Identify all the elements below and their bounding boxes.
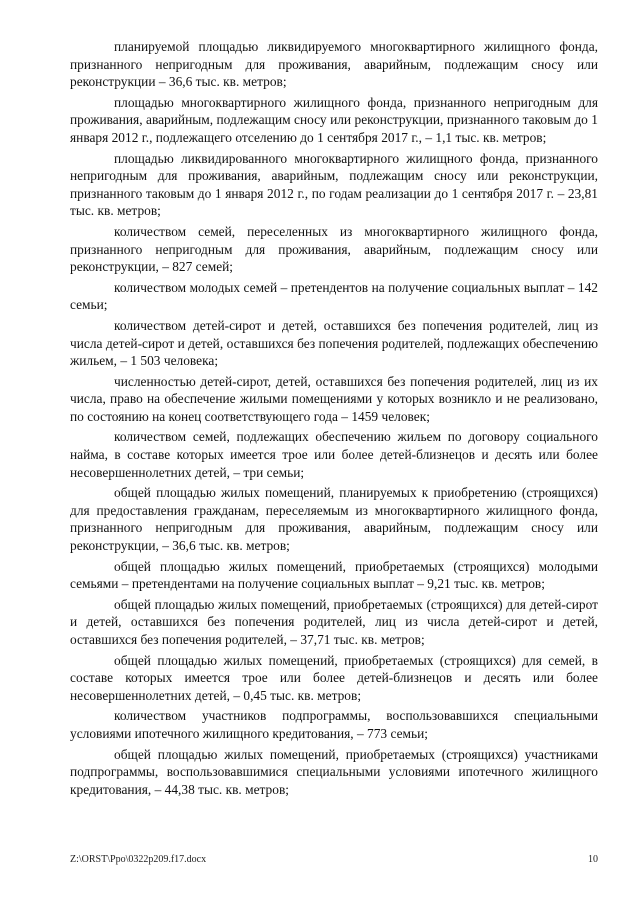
paragraph: площадью многоквартирного жилищного фонда, признанного непригодным для проживания, аварийным, подлежащим сносу или реконструкции, признанного таковым до 1 января 2012 г., подлежащего отселению до 1 сентября 2017 г., – 1,1 тыс. кв. метров; (70, 94, 598, 145)
footer-file-path: Z:\ORST\Ppo\0322p209.f17.docx (70, 854, 207, 865)
page-number: 10 (588, 854, 598, 865)
paragraph: количеством семей, подлежащих обеспечению жильем по договору социального найма, в составе которых имеется трое или более детей-близнецов и десять или более несовершеннолетних детей, – три семьи; (70, 429, 598, 480)
paragraph: количеством участников подпрограммы, воспользовавшихся специальными условиями ипотечного жилищного кредитования, – 773 семьи; (70, 708, 598, 741)
paragraph: количеством детей-сирот и детей, оставшихся без попечения родителей, лиц из числа детей-сирот и детей, оставшихся без попечения родителей, подлежащих обеспечению жильем, – 1 503 человека; (70, 317, 598, 369)
paragraph: общей площадью жилых помещений, приобретаемых (строящихся) молодыми семьями – претендентами на получение социальных выплат – 9,21 тыс. кв. метров; (70, 558, 598, 592)
paragraph: общей площадью жилых помещений, приобретаемых (строящихся) участниками подпрограммы, воспользовавшимися специальными условиями ипотечного жилищного кредитования, – 44,38 тыс. кв. метров; (70, 746, 598, 797)
page-footer (70, 854, 598, 865)
paragraph: общей площадью жилых помещений, планируемых к приобретению (строящихся) для предоставления гражданам, переселяемым из многоквартирного жилищного фонда, признанного непригодным для проживания, аварийным, подлежащим сносу или реконструкции, – 36,6 тыс. кв. метров; (70, 485, 598, 554)
paragraph: площадью ликвидированного многоквартирного жилищного фонда, признанного непригодным для проживания, аварийным, подлежащим сносу или реконструкции, признанного таковым до 1 января 2012 г., по годам реализации до 1 сентября 2017 г. – 23,81 тыс. кв. метров; (70, 150, 598, 219)
document-page (70, 38, 598, 801)
paragraph: общей площадью жилых помещений, приобретаемых (строящихся) для детей-сирот и детей, оставшихся без попечения родителей, лиц из числа детей-сирот и детей, оставшихся без попечения родителей, – 37,71 тыс. кв. метров; (70, 596, 598, 647)
paragraph: планируемой площадью ликвидируемого многоквартирного жилищного фонда, признанного непригодным для проживания, аварийным, подлежащим сносу или реконструкции – 36,6 тыс. кв. метров; (70, 39, 598, 90)
paragraph: количеством семей, переселенных из многоквартирного жилищного фонда, признанного непригодным для проживания, аварийным, подлежащим сносу или реконструкции, – 827 семей; (70, 223, 598, 275)
paragraph: численностью детей-сирот, детей, оставшихся без попечения родителей, лиц из их числа, право на обеспечение жилыми помещениями у которых возникло и не реализовано, по состоянию на конец соответствующего года – 1459 человек; (70, 373, 598, 424)
paragraph: общей площадью жилых помещений, приобретаемых (строящихся) для семей, в составе которых имеется трое или более детей-близнецов и десять или более несовершеннолетних детей, – 0,45 тыс. кв. метров; (70, 652, 598, 703)
paragraph: количеством молодых семей – претендентов на получение социальных выплат – 142 семьи; (70, 279, 598, 313)
